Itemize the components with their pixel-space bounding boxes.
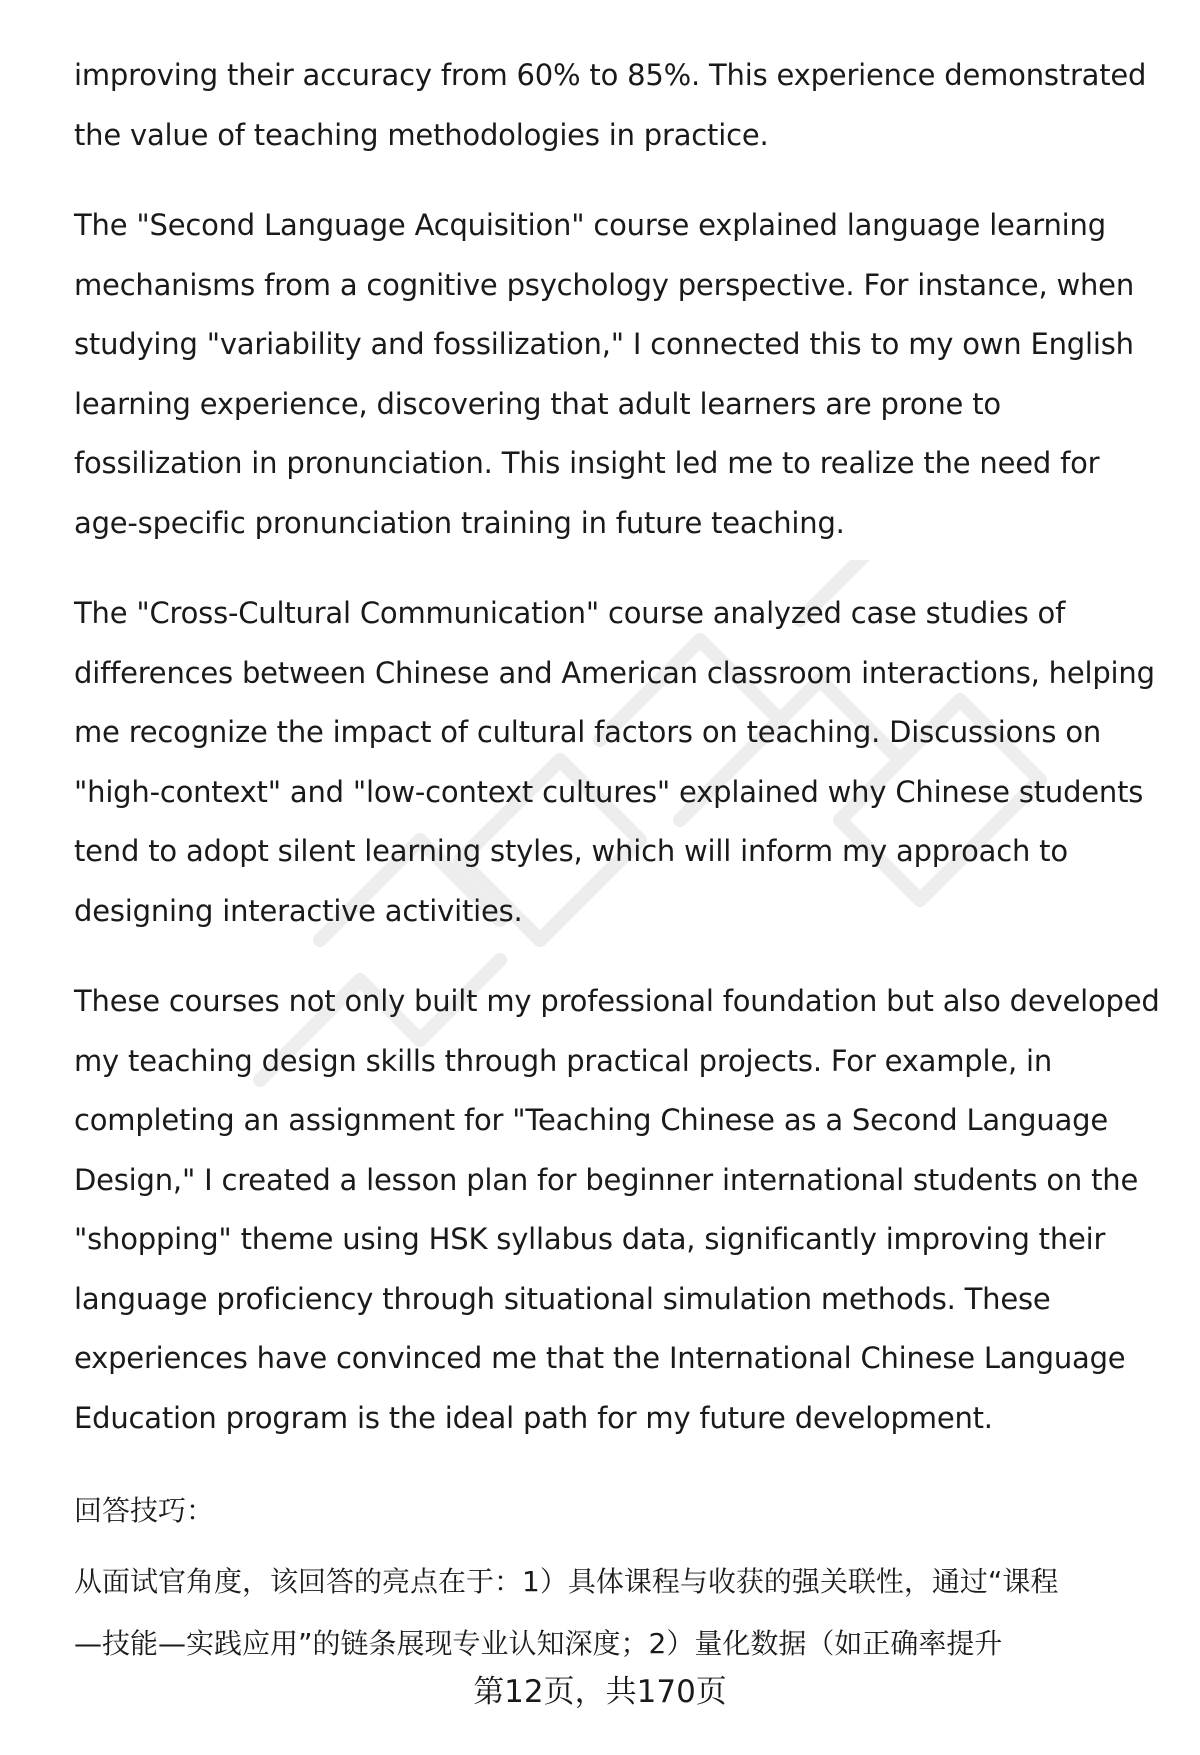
page-number: 第12页，共170页 (473, 1674, 727, 1710)
text-line: completing an assignment for "Teaching Chinese as a Second Language (74, 1103, 1108, 1137)
paragraph-4 (74, 972, 1164, 1448)
text-line: language proficiency through situational simulation methods. These (74, 1281, 1051, 1316)
text-line: mechanisms from a cognitive psychology perspective. For instance, when (74, 267, 1135, 302)
tips-line: 从面试官角度，该回答的亮点在于：1）具体课程与收获的强关联性，通过“课程 (74, 1565, 1059, 1598)
tips-line: —技能—实践应用”的链条展现专业认知深度；2）量化数据（如正确率提升 (74, 1627, 1003, 1660)
paragraph-2 (74, 196, 1164, 553)
text-line: "shopping" theme using HSK syllabus data, significantly improving their (74, 1222, 1106, 1256)
text-line: my teaching design skills through practical projects. For example, in (74, 1043, 1053, 1078)
text-line: the value of teaching methodologies in practice. (74, 117, 769, 152)
text-line: experiences have convinced me that the International Chinese Language (74, 1341, 1126, 1375)
tips-body (74, 1551, 1164, 1675)
text-line: designing interactive activities. (74, 893, 523, 928)
document-body (74, 46, 1164, 1479)
text-line: The "Second Language Acquisition" course explained language learning (74, 208, 1106, 242)
text-line: The "Cross-Cultural Communication" course analyzed case studies of (74, 596, 1066, 630)
text-line: age-specific pronunciation training in future teaching. (74, 505, 845, 540)
text-line: studying "variability and fossilization," I connected this to my own English (74, 327, 1134, 361)
text-line: Design," I created a lesson plan for beginner international students on the (74, 1162, 1139, 1197)
text-line: fossilization in pronunciation. This insight led me to realize the need for (74, 446, 1100, 480)
text-line: differences between Chinese and American classroom interactions, helping (74, 655, 1155, 690)
text-line: "high-context" and "low-context cultures" explained why Chinese students (74, 774, 1144, 809)
text-line: improving their accuracy from 60% to 85%. This experience demonstrated (74, 58, 1147, 92)
text-line: These courses not only built my professional foundation but also developed (74, 984, 1160, 1018)
tips-heading: 回答技巧： (74, 1494, 215, 1527)
text-line: Education program is the ideal path for my future development. (74, 1400, 993, 1435)
paragraph-3 (74, 584, 1164, 941)
text-line: tend to adopt silent learning styles, which will inform my approach to (74, 834, 1068, 868)
text-line: learning experience, discovering that adult learners are prone to (74, 386, 1001, 421)
paragraph-1 (74, 46, 1164, 165)
text-line: me recognize the impact of cultural factors on teaching. Discussions on (74, 715, 1102, 749)
